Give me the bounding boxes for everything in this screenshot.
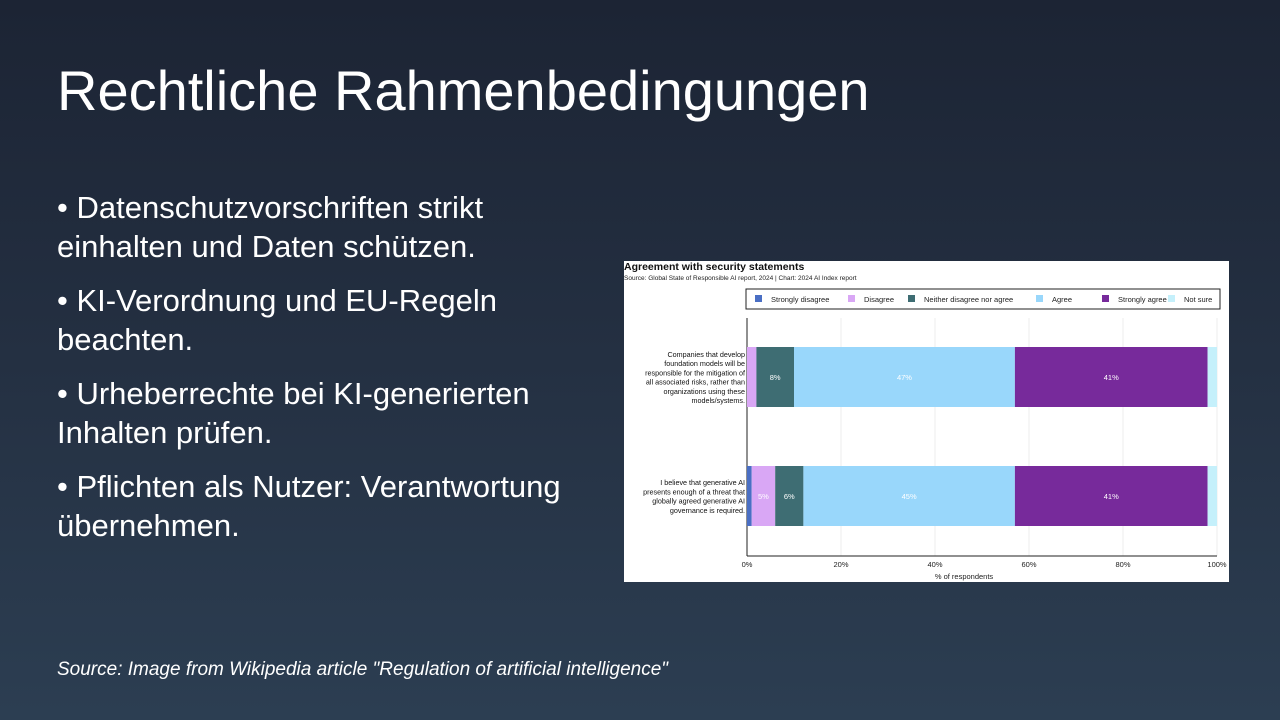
x-tick-label: 100% — [1207, 560, 1227, 569]
legend-label: Not sure — [1184, 295, 1213, 304]
bar-segment — [1208, 347, 1217, 407]
legend-swatch — [755, 295, 762, 302]
legend-label: Strongly agree — [1118, 295, 1167, 304]
y-category-label: all associated risks, rather than — [645, 377, 745, 387]
y-category-label: organizations using these — [663, 386, 745, 396]
x-tick-label: 0% — [741, 560, 753, 569]
bar-data-label: 8% — [769, 373, 781, 382]
bar-data-label: 41% — [1103, 492, 1119, 501]
bar-data-label: 47% — [896, 373, 912, 382]
bar-data-label: 45% — [901, 492, 917, 501]
legend-swatch — [908, 295, 915, 302]
x-axis-title: % of respondents — [934, 572, 994, 581]
y-category-label: I believe that generative AI — [660, 478, 745, 488]
chart-subtitle: Source: Global State of Responsible AI report, 2024 | Chart: 2024 AI Index report — [624, 275, 857, 282]
y-category-label: governance is required. — [669, 505, 745, 515]
x-tick-label: 60% — [1021, 560, 1037, 569]
y-category-label: Companies that develop — [667, 350, 745, 359]
chart-title: Agreement with security statements — [624, 261, 805, 273]
chart-image — [624, 261, 1229, 582]
legend-label: Strongly disagree — [771, 295, 830, 304]
y-category-label: globally agreed generative AI — [652, 496, 745, 506]
image-source-caption: Source: Image from Wikipedia article "Regulation of artificial intelligence" — [57, 659, 669, 680]
legend-label: Disagree — [864, 295, 895, 304]
bullet-item: • Urheberrechte bei KI-generierten Inhalten prüfen. — [57, 376, 530, 450]
x-tick-label: 80% — [1115, 560, 1131, 569]
y-category-label: presents enough of a threat that — [643, 487, 745, 497]
bar-segment — [747, 347, 756, 407]
bar-data-label: 41% — [1103, 373, 1119, 382]
slide-title: Rechtliche Rahmenbedingungen — [57, 59, 870, 122]
stacked-bar-chart — [624, 261, 1229, 582]
bullet-item: • KI-Verordnung und EU-Regeln beachten. — [57, 283, 497, 357]
bullet-item: • Datenschutzvorschriften strikt einhalten und Daten schützen. — [57, 190, 484, 264]
bar-segment — [747, 466, 752, 526]
y-category-label: models/systems. — [691, 396, 745, 405]
legend-swatch — [848, 295, 855, 302]
legend-swatch — [1168, 295, 1175, 302]
legend-label: Agree — [1052, 295, 1073, 304]
legend-swatch — [1036, 295, 1043, 302]
x-tick-label: 40% — [927, 560, 943, 569]
bar-data-label: 5% — [758, 492, 769, 501]
legend-label: Neither disagree nor agree — [924, 295, 1014, 304]
y-category-label: foundation models will be — [664, 359, 745, 369]
bar-data-label: 6% — [783, 492, 795, 501]
bar-segment — [1208, 466, 1217, 526]
legend-swatch — [1102, 295, 1109, 302]
x-tick-label: 20% — [833, 560, 849, 569]
bullet-list — [57, 188, 602, 560]
y-category-label: responsible for the mitigation of — [645, 368, 745, 378]
bullet-item: • Pflichten als Nutzer: Verantwortung übernehmen. — [57, 469, 561, 543]
